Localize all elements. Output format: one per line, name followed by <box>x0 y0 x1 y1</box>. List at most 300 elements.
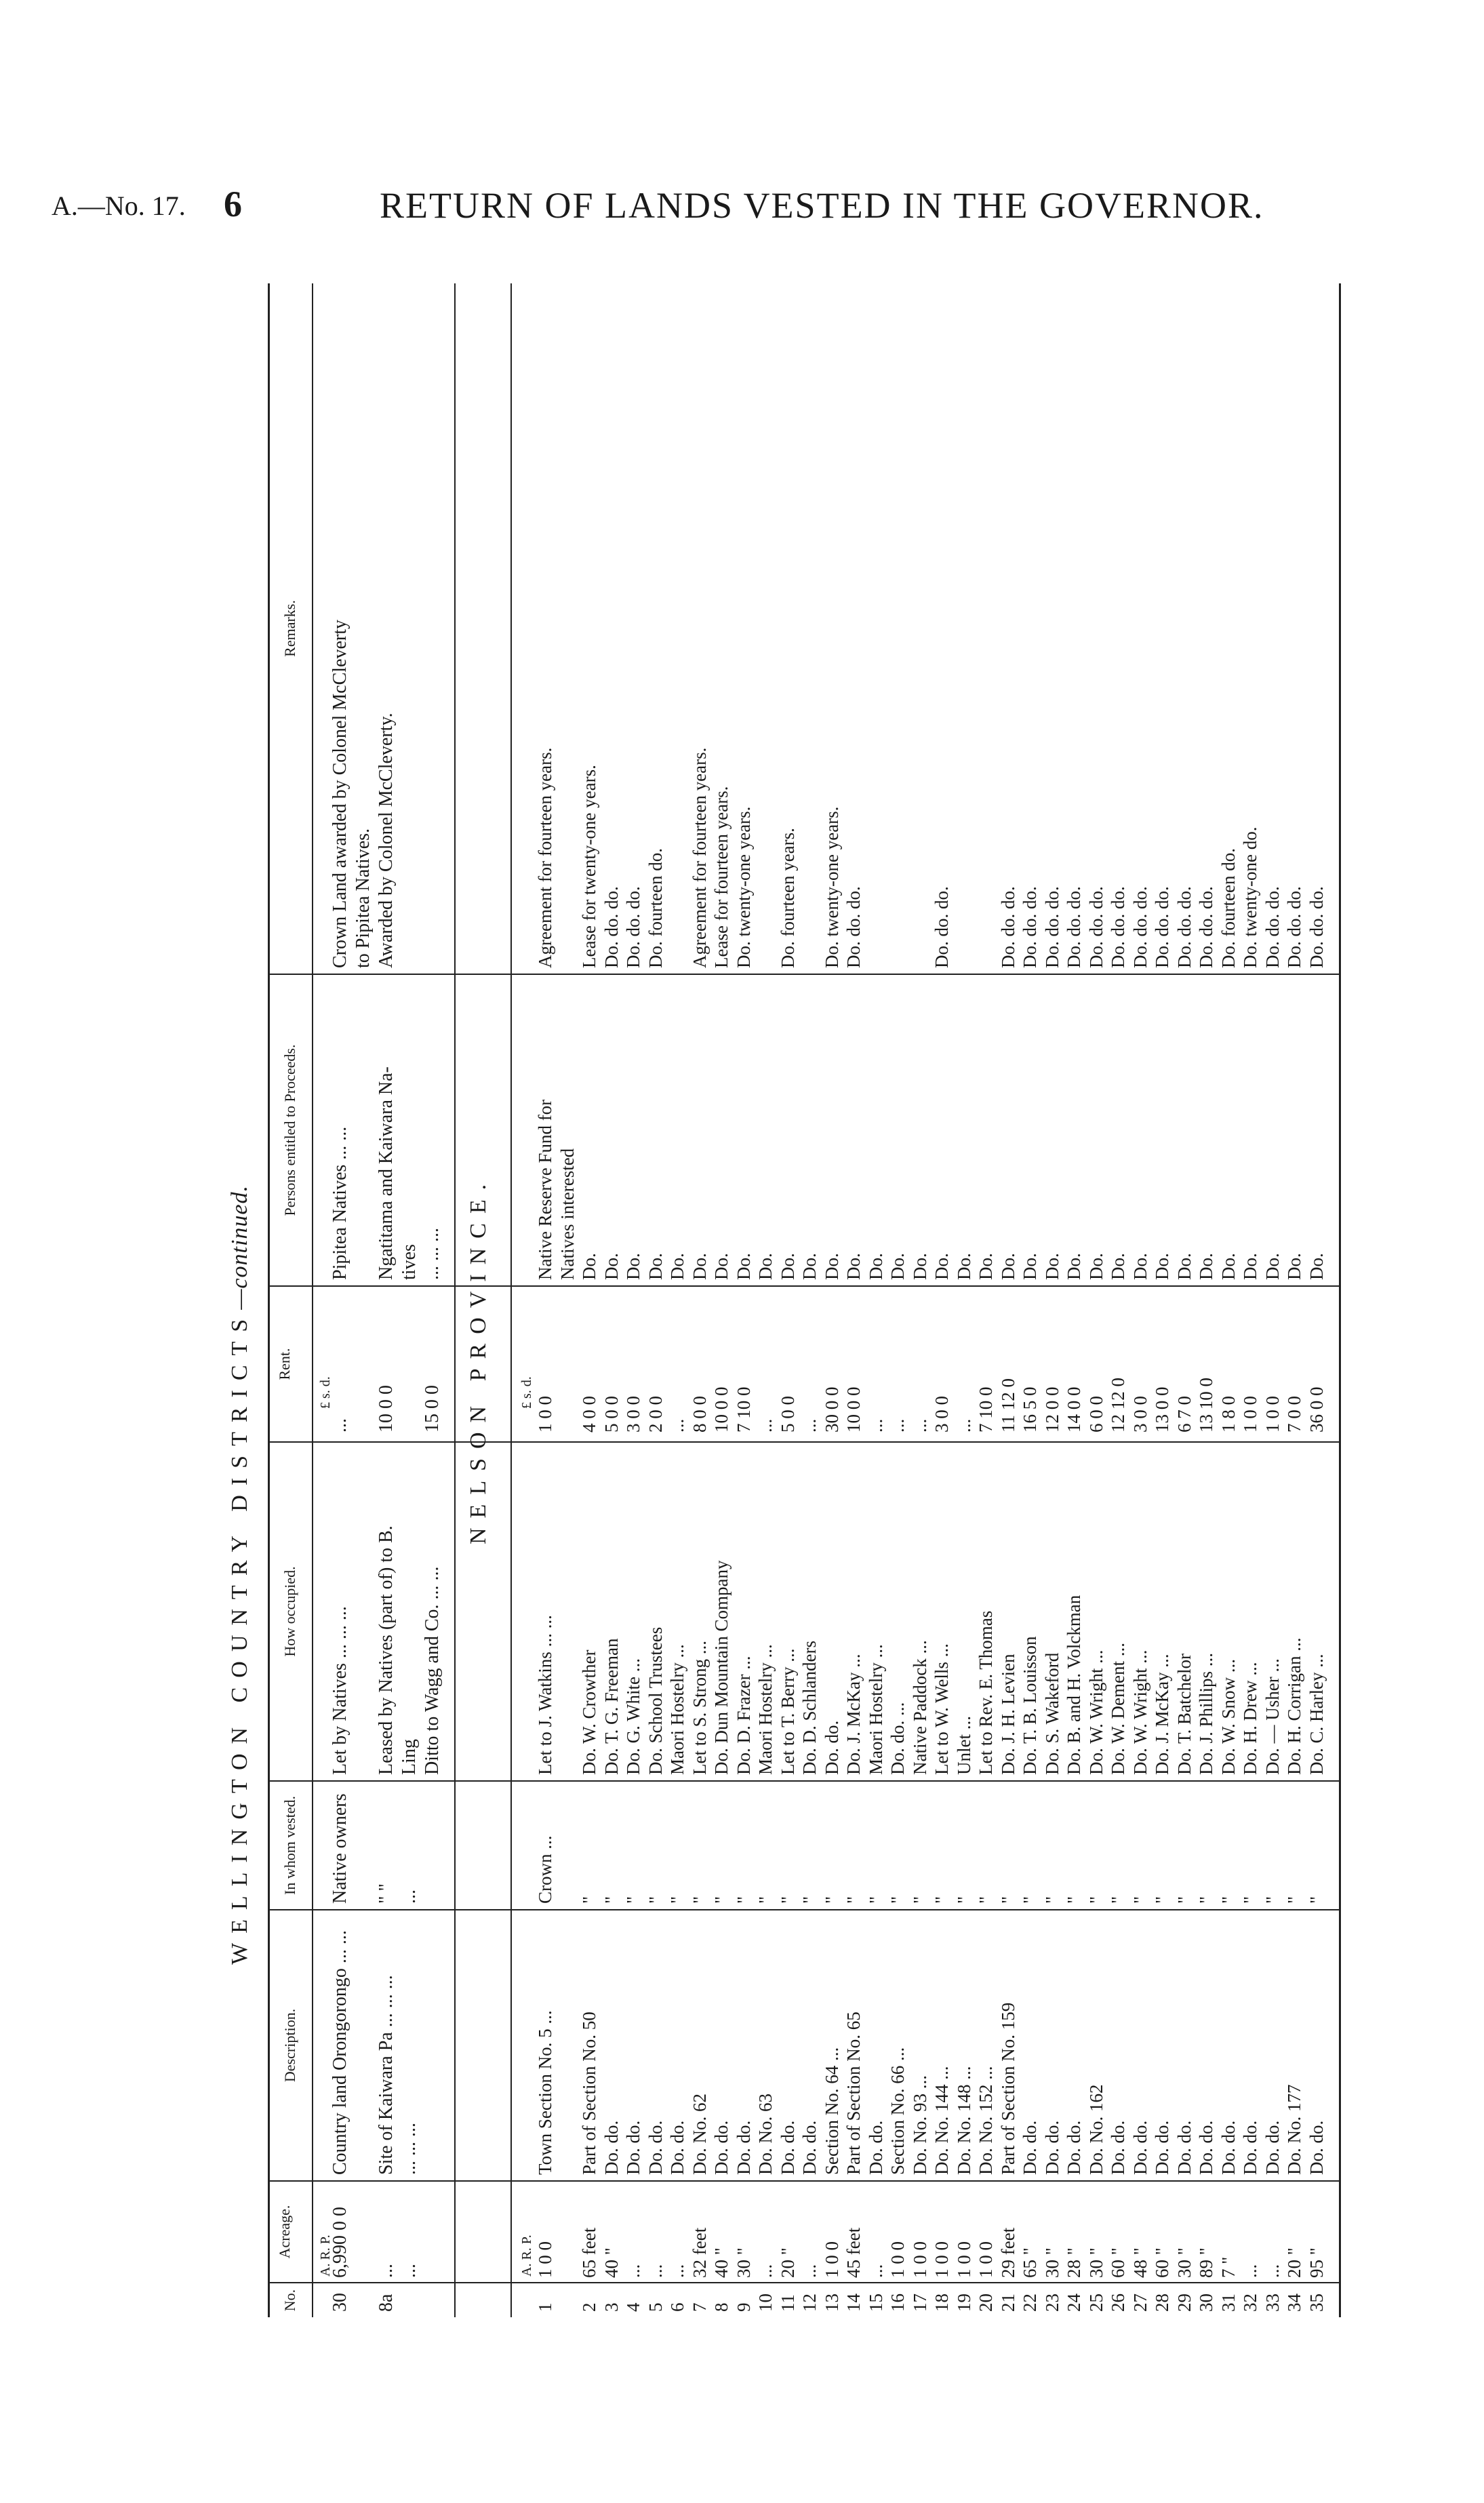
nelson-description-cell: Do. do. <box>1108 2120 1128 2175</box>
nelson-vested-cell: " <box>755 1896 776 1904</box>
nelson-rent-cell: 3 0 0 <box>1129 1396 1150 1433</box>
nelson-persons-cell: Do. <box>733 1253 754 1280</box>
nelson-no-cell: 32 <box>1240 2294 1260 2312</box>
nelson-remarks-cell: Lease for twenty-one years. <box>579 765 599 968</box>
nelson-no-cell: 18 <box>931 2294 952 2312</box>
nelson-rent-cell: ... <box>865 1418 886 1433</box>
nelson-rent-cell: ... <box>887 1418 908 1433</box>
nelson-description-cell: Do. No. 93 ... <box>909 2075 930 2175</box>
district-heading-main: WELLINGTON COUNTRY DISTRICTS <box>227 1309 252 1965</box>
nelson-rent-cell: 4 0 0 <box>579 1396 599 1433</box>
nelson-persons-cell: Do. <box>1196 1253 1216 1280</box>
nelson-persons-cell: Do. <box>821 1253 842 1280</box>
nelson-vested-cell: " <box>1174 1896 1195 1904</box>
nelson-description-cell: Do. do. <box>1174 2120 1195 2175</box>
nelson-rent-cell: 1 0 0 <box>535 1396 555 1433</box>
nelson-persons-cell: Do. <box>1041 1253 1062 1280</box>
nelson-rent-cell: 1 0 0 <box>1262 1396 1283 1433</box>
nelson-vested-cell: Crown ... <box>535 1835 555 1904</box>
col-sep <box>268 1441 1339 1443</box>
nelson-rent-cell: 6 0 0 <box>1085 1396 1106 1433</box>
nelson-occupied-cell: Do. J. McKay ... <box>843 1654 864 1775</box>
nelson-acreage-cell: 30 " <box>733 2247 754 2278</box>
nelson-remarks-cell: Do. do. do. <box>1262 886 1283 968</box>
nelson-remarks-cell: Do. do. do. <box>997 886 1018 968</box>
nelson-rent-cell: 7 10 0 <box>733 1386 754 1433</box>
nelson-occupied-cell: Maori Hostelry ... <box>755 1644 776 1775</box>
nelson-acreage-cell: 1 0 0 <box>821 2241 842 2278</box>
nelson-description-cell: Do. do. <box>1129 2120 1150 2175</box>
nelson-rent-cell: 12 12 0 <box>1108 1378 1128 1433</box>
nelson-rent-cell: 5 0 0 <box>601 1396 622 1433</box>
nelson-description-cell: Do. do. <box>711 2120 731 2175</box>
province-heading: NELSON PROVINCE. <box>466 1174 491 1544</box>
nelson-remarks-cell: Do. fourteen do. <box>645 848 666 968</box>
nelson-rent-cell: 5 0 0 <box>777 1396 798 1433</box>
nelson-occupied-cell: Let to Rev. E. Thomas <box>976 1610 996 1775</box>
nelson-persons-cell: Do. <box>1284 1253 1304 1280</box>
nelson-acreage-cell: 60 " <box>1152 2247 1172 2278</box>
nelson-no-cell: 23 <box>1041 2294 1062 2312</box>
nelson-rent-cell: ... <box>909 1418 930 1433</box>
wellington-no-cell: 30 <box>329 2293 350 2312</box>
nelson-acreage-cell: 1 0 0 <box>909 2241 930 2278</box>
nelson-remarks-cell: Do. twenty-one years. <box>821 806 842 968</box>
nelson-remarks-cell: Do. fourteen years. <box>777 828 798 968</box>
nelson-description-cell: Do. do. <box>645 2120 666 2175</box>
nelson-rent-cell: 6 7 0 <box>1174 1396 1195 1433</box>
nelson-occupied-cell: Do. T. B. Louisson <box>1020 1636 1040 1775</box>
wellington-bottom-rule <box>454 283 456 2317</box>
nelson-no-cell: 12 <box>799 2294 820 2312</box>
nelson-no-cell: 3 <box>601 2302 622 2312</box>
nelson-description-cell: Do. do. <box>777 2120 798 2175</box>
nelson-vested-cell: " <box>1108 1896 1128 1904</box>
wellington-occupied-cell: Leased by Natives (part of) to B. <box>376 1525 397 1775</box>
nelson-no-cell: 22 <box>1020 2294 1040 2312</box>
nelson-remarks-cell: Do. do. do. <box>1041 886 1062 968</box>
nelson-rent-cell: ... <box>755 1418 776 1433</box>
nelson-no-cell: 24 <box>1064 2294 1084 2312</box>
nelson-remarks-cell: Agreement for fourteen years. <box>535 747 555 968</box>
nelson-description-cell: Do. do. <box>1196 2120 1216 2175</box>
nelson-rent-cell: 12 0 0 <box>1041 1386 1062 1433</box>
nelson-occupied-cell: Do. S. Wakeford <box>1041 1652 1062 1775</box>
nelson-rent-cell: ... <box>667 1418 687 1433</box>
wellington-rent-cell: 15 0 0 <box>422 1385 443 1433</box>
nelson-description-cell: Part of Section No. 50 <box>579 2011 599 2175</box>
wellington-persons-cell: ... ... ... <box>422 1228 443 1280</box>
nelson-vested-cell: " <box>777 1896 798 1904</box>
nelson-vested-cell: " <box>1196 1896 1216 1904</box>
nelson-occupied-cell: Do. T. Batchelor <box>1174 1654 1195 1775</box>
nelson-occupied-cell: Let to S. Strong ... <box>689 1640 710 1775</box>
nelson-description-cell: Section No. 64 ... <box>821 2047 842 2175</box>
nelson-description-cell: Do. No. 144 ... <box>931 2066 952 2175</box>
nelson-no-cell: 20 <box>976 2294 996 2312</box>
nelson-acreage-cell: 45 feet <box>843 2227 864 2278</box>
nelson-occupied-cell: Do. W. Dement ... <box>1108 1643 1128 1775</box>
nelson-remarks-cell: Do. do. do. <box>623 886 643 968</box>
nelson-acreage-cell: 1 0 0 <box>931 2241 952 2278</box>
nelson-persons-cell: Do. <box>1262 1253 1283 1280</box>
nelson-vested-cell: " <box>667 1896 687 1904</box>
nelson-vested-cell: " <box>887 1896 908 1904</box>
nelson-description-cell: Do. do. <box>601 2120 622 2175</box>
page-number: 6 <box>224 184 242 224</box>
nelson-persons-cell: Do. <box>1129 1253 1150 1280</box>
nelson-persons-cell: Do. <box>1306 1253 1327 1280</box>
col-sep <box>268 1909 1339 1910</box>
nelson-remarks-cell: Do. do. do. <box>1108 886 1128 968</box>
wellington-occupied-cell: Ling <box>399 1739 420 1775</box>
nelson-vested-cell: " <box>931 1896 952 1904</box>
nelson-rent-cell: 16 5 0 <box>1020 1386 1040 1433</box>
nelson-persons-cell: Do. <box>601 1253 622 1280</box>
nelson-occupied-cell: Do. H. Corrigan ... <box>1284 1637 1304 1775</box>
nelson-acreage-cell: 30 " <box>1041 2247 1062 2278</box>
nelson-vested-cell: " <box>1262 1896 1283 1904</box>
nelson-vested-cell: " <box>733 1896 754 1904</box>
nelson-persons-cell: Do. <box>1218 1253 1239 1280</box>
nelson-acreage-cell: 30 " <box>1085 2247 1106 2278</box>
col-header-description: Description. <box>281 2008 298 2083</box>
nelson-vested-cell: " <box>1064 1896 1084 1904</box>
nelson-vested-cell: " <box>799 1896 820 1904</box>
nelson-vested-cell: " <box>909 1896 930 1904</box>
nelson-acreage-cell: ... <box>755 2264 776 2278</box>
nelson-occupied-cell: Do. do. <box>821 1720 842 1775</box>
nelson-occupied-cell: Do. W. Wright ... <box>1085 1649 1106 1775</box>
nelson-no-cell: 21 <box>997 2294 1018 2312</box>
nelson-remarks-cell: Do. do. do. <box>1085 886 1106 968</box>
nelson-rent-cell: 7 10 0 <box>976 1386 996 1433</box>
nelson-no-cell: 30 <box>1196 2294 1216 2312</box>
nelson-rent-cell: 8 0 0 <box>689 1396 710 1433</box>
nelson-description-cell: Do. do. <box>667 2120 687 2175</box>
nelson-persons-cell: Do. <box>887 1253 908 1280</box>
nelson-no-cell: 29 <box>1174 2294 1195 2312</box>
nelson-persons-cell: Do. <box>953 1253 974 1280</box>
nelson-remarks-cell: Do. twenty-one years. <box>733 806 754 968</box>
nelson-rent-cell: 1 8 0 <box>1218 1396 1239 1433</box>
nelson-persons-cell: Do. <box>1240 1253 1260 1280</box>
wellington-vested-cell: " " <box>376 1883 397 1904</box>
nelson-remarks-cell: Agreement for fourteen years. <box>689 747 710 968</box>
nelson-description-cell: Do. No. 63 <box>755 2094 776 2175</box>
nelson-vested-cell: " <box>1085 1896 1106 1904</box>
nelson-description-cell: Do. No. 148 ... <box>953 2066 974 2175</box>
col-header-rent: Rent. <box>276 1348 293 1380</box>
nelson-description-cell: Do. do. <box>865 2120 886 2175</box>
wellington-acreage-cell: ... <box>376 2264 397 2278</box>
wellington-description-cell: ... ... ... <box>399 2123 420 2175</box>
nelson-description-cell: Do. do. <box>1041 2120 1062 2175</box>
rent-units: £ s. d. <box>318 1376 333 1409</box>
nelson-rent-cell: 3 0 0 <box>623 1396 643 1433</box>
nelson-description-cell: Do. No. 162 <box>1085 2084 1106 2175</box>
nelson-rent-cell: 13 10 0 <box>1196 1378 1216 1433</box>
nelson-description-cell: Do. No. 177 <box>1284 2084 1304 2175</box>
nelson-no-cell: 15 <box>865 2294 886 2312</box>
rotated-table <box>227 270 1393 2344</box>
page-header <box>0 183 1484 237</box>
nelson-occupied-cell: Let to J. Watkins ... ... <box>535 1615 555 1775</box>
nelson-acreage-cell: ... <box>865 2264 886 2278</box>
nelson-remarks-cell: Do. do. do. <box>931 886 952 968</box>
wellington-persons-cell: tives <box>399 1244 420 1280</box>
wellington-acreage-cell: 6,990 0 0 <box>329 2207 350 2278</box>
nelson-vested-cell: " <box>1152 1896 1172 1904</box>
nelson-acreage-cell: ... <box>667 2264 687 2278</box>
nelson-persons-cell: Do. <box>623 1253 643 1280</box>
nelson-persons-cell: Do. <box>843 1253 864 1280</box>
nelson-vested-cell: " <box>997 1896 1018 1904</box>
nelson-vested-cell: " <box>1218 1896 1239 1904</box>
nelson-acreage-cell: 60 " <box>1108 2247 1128 2278</box>
nelson-persons-cell: Do. <box>976 1253 996 1280</box>
wellington-rent-cell: 10 0 0 <box>376 1385 397 1433</box>
nelson-vested-cell: " <box>976 1896 996 1904</box>
nelson-remarks-cell: Do. twenty-one do. <box>1240 826 1260 968</box>
col-header-acreage: Acreage. <box>276 2205 293 2259</box>
nelson-no-cell: 14 <box>843 2294 864 2312</box>
nelson-persons-cell: Do. <box>1020 1253 1040 1280</box>
page-title: RETURN OF LANDS VESTED IN THE GOVERNOR. <box>380 185 1264 226</box>
nelson-persons-cell: Do. <box>777 1253 798 1280</box>
nelson-no-cell: 26 <box>1108 2294 1128 2312</box>
nelson-occupied-cell: Native Paddock ... <box>909 1640 930 1775</box>
nelson-description-cell: Do. do. <box>733 2120 754 2175</box>
col-header-persons: Persons entitled to Proceeds. <box>281 1044 298 1216</box>
nelson-acreage-cell: 1 0 0 <box>953 2241 974 2278</box>
nelson-acreage-units: A. R. P. <box>519 2235 534 2277</box>
nelson-persons-cell: Do. <box>931 1253 952 1280</box>
nelson-vested-cell: " <box>821 1896 842 1904</box>
nelson-vested-cell: " <box>1020 1896 1040 1904</box>
nelson-no-cell: 16 <box>887 2294 908 2312</box>
nelson-vested-cell: " <box>689 1896 710 1904</box>
nelson-occupied-cell: Do. Dun Mountain Company <box>711 1560 731 1775</box>
nelson-description-cell: Do. do. <box>623 2120 643 2175</box>
nelson-occupied-cell: Do. — Usher ... <box>1262 1658 1283 1775</box>
nelson-rent-cell: 13 0 0 <box>1152 1386 1172 1433</box>
nelson-no-cell: 28 <box>1152 2294 1172 2312</box>
acreage-units: A. R. P. <box>318 2235 333 2277</box>
col-header-occupied: How occupied. <box>281 1566 298 1657</box>
nelson-vested-cell: " <box>1284 1896 1304 1904</box>
wellington-vested-cell: ... <box>399 1889 420 1904</box>
nelson-persons-cell: Do. <box>865 1253 886 1280</box>
nelson-description-cell: Town Section No. 5 ... <box>535 2010 555 2175</box>
nelson-vested-cell: " <box>623 1896 643 1904</box>
district-heading-suffix: —continued. <box>227 1184 252 1310</box>
wellington-no-cell: 8a <box>376 2294 397 2312</box>
nelson-no-cell: 9 <box>733 2302 754 2312</box>
nelson-remarks-cell: Do. do. do. <box>1284 886 1304 968</box>
nelson-no-cell: 34 <box>1284 2294 1304 2312</box>
col-header-no: No. <box>281 2289 298 2312</box>
nelson-persons-cell: Do. <box>645 1253 666 1280</box>
nelson-persons-cell: Do. <box>689 1253 710 1280</box>
nelson-persons-cell: Do. <box>711 1253 731 1280</box>
nelson-rent-cell: 3 0 0 <box>931 1396 952 1433</box>
nelson-vested-cell: " <box>1240 1896 1260 1904</box>
nelson-description-cell: Part of Section No. 159 <box>997 2002 1018 2175</box>
nelson-no-cell: 33 <box>1262 2294 1283 2312</box>
nelson-occupied-cell: Do. W. Crowther <box>579 1649 599 1775</box>
nelson-persons-cell: Do. <box>1085 1253 1106 1280</box>
nelson-acreage-cell: 48 " <box>1129 2247 1150 2278</box>
nelson-occupied-cell: Do. G. White ... <box>623 1658 643 1775</box>
nelson-acreage-cell: 28 " <box>1064 2247 1084 2278</box>
nelson-persons-cell: Do. <box>1108 1253 1128 1280</box>
nelson-persons-cell: Do. <box>667 1253 687 1280</box>
nelson-remarks-cell: Do. do. do. <box>843 886 864 968</box>
nelson-description-cell: Do. do. <box>1262 2120 1283 2175</box>
nelson-acreage-cell: 30 " <box>1174 2247 1195 2278</box>
nelson-remarks-cell: Do. do. do. <box>601 886 622 968</box>
nelson-occupied-cell: Let to W. Wells ... <box>931 1643 952 1775</box>
nelson-persons-cell: Do. <box>579 1253 599 1280</box>
nelson-no-cell: 7 <box>689 2302 710 2312</box>
col-sep <box>268 2282 1339 2283</box>
nelson-rent-cell: 1 0 0 <box>1240 1396 1260 1433</box>
nelson-no-cell: 11 <box>777 2294 798 2312</box>
wellington-remarks-cell: Crown Land awarded by Colonel McCleverty <box>329 620 350 968</box>
nelson-description-cell: Part of Section No. 65 <box>843 2011 864 2175</box>
nelson-persons-cell: Natives interested <box>557 1148 578 1280</box>
nelson-no-cell: 4 <box>623 2302 643 2312</box>
nelson-rent-cell: 14 0 0 <box>1064 1386 1084 1433</box>
nelson-vested-cell: " <box>843 1896 864 1904</box>
wellington-persons-cell: Ngatitama and Kaiwara Na- <box>376 1066 397 1280</box>
nelson-rent-cell: 2 0 0 <box>645 1396 666 1433</box>
nelson-no-cell: 6 <box>667 2302 687 2312</box>
nelson-acreage-cell: 40 " <box>601 2247 622 2278</box>
wellington-rent-cell: ... <box>329 1418 350 1433</box>
nelson-no-cell: 27 <box>1129 2294 1150 2312</box>
nelson-rent-cell: 10 0 0 <box>843 1386 864 1433</box>
nelson-vested-cell: " <box>601 1896 622 1904</box>
nelson-acreage-cell: 1 0 0 <box>535 2241 555 2278</box>
nelson-description-cell: Do. do. <box>1064 2120 1084 2175</box>
nelson-no-cell: 35 <box>1306 2294 1327 2312</box>
nelson-description-cell: Do. do. <box>1020 2120 1040 2175</box>
nelson-occupied-cell: Do. D. Schlanders <box>799 1641 820 1775</box>
nelson-top-rule <box>510 283 512 2317</box>
nelson-rent-cell: ... <box>953 1418 974 1433</box>
nelson-occupied-cell: Do. D. Frazer ... <box>733 1656 754 1775</box>
nelson-description-cell: Do. do. <box>1152 2120 1172 2175</box>
nelson-vested-cell: " <box>711 1896 731 1904</box>
nelson-occupied-cell: Do. C. Harley ... <box>1306 1654 1327 1775</box>
col-sep <box>268 1780 1339 1782</box>
table-bottom-rule <box>1339 283 1341 2317</box>
nelson-persons-cell: Do. <box>1064 1253 1084 1280</box>
nelson-rent-cell: 10 0 0 <box>711 1386 731 1433</box>
nelson-no-cell: 10 <box>755 2294 776 2312</box>
nelson-no-cell: 19 <box>953 2294 974 2312</box>
nelson-rent-cell: 11 12 0 <box>997 1378 1018 1433</box>
nelson-no-cell: 17 <box>909 2294 930 2312</box>
nelson-remarks-cell: Do. fourteen do. <box>1218 848 1239 968</box>
nelson-acreage-cell: 7 " <box>1218 2256 1239 2278</box>
nelson-acreage-cell: 20 " <box>1284 2247 1304 2278</box>
nelson-remarks-cell: Do. do. do. <box>1174 886 1195 968</box>
nelson-no-cell: 13 <box>821 2294 842 2312</box>
nelson-description-cell: Do. do. <box>1306 2120 1327 2175</box>
nelson-occupied-cell: Do. T. G. Freeman <box>601 1638 622 1775</box>
nelson-acreage-cell: 65 feet <box>579 2227 599 2278</box>
nelson-persons-cell: Do. <box>1152 1253 1172 1280</box>
wellington-description-cell: Country land Orongorongo ... ... <box>329 1930 350 2175</box>
col-sep <box>268 974 1339 975</box>
nelson-rent-cell: ... <box>799 1418 820 1433</box>
nelson-occupied-cell: Unlet ... <box>953 1716 974 1775</box>
nelson-persons-cell: Do. <box>755 1253 776 1280</box>
wellington-remarks-cell: to Pipitea Natives. <box>353 828 374 968</box>
nelson-acreage-cell: ... <box>645 2264 666 2278</box>
col-sep <box>268 1285 1339 1287</box>
nelson-description-cell: Section No. 66 ... <box>887 2047 908 2175</box>
nelson-acreage-cell: 32 feet <box>689 2227 710 2278</box>
nelson-occupied-cell: Do. J. McKay ... <box>1152 1654 1172 1775</box>
nelson-description-cell: Do. No. 62 <box>689 2094 710 2175</box>
nelson-occupied-cell: Do. W. Snow ... <box>1218 1658 1239 1775</box>
nelson-rent-units: £ s. d. <box>519 1376 534 1409</box>
nelson-occupied-cell: Do. H. Drew ... <box>1240 1662 1260 1775</box>
nelson-no-cell: 1 <box>535 2302 555 2312</box>
nelson-description-cell: Do. do. <box>1240 2120 1260 2175</box>
nelson-occupied-cell: Do. W. Wright ... <box>1129 1649 1150 1775</box>
nelson-remarks-cell: Do. do. do. <box>1064 886 1084 968</box>
wellington-persons-cell: Pipitea Natives ... ... <box>329 1126 350 1280</box>
nelson-no-cell: 5 <box>645 2302 666 2312</box>
nelson-vested-cell: " <box>579 1896 599 1904</box>
nelson-acreage-cell: ... <box>1262 2264 1283 2278</box>
nelson-no-cell: 8 <box>711 2302 731 2312</box>
nelson-remarks-cell: Do. do. do. <box>1306 886 1327 968</box>
nelson-acreage-cell: ... <box>1240 2264 1260 2278</box>
nelson-no-cell: 25 <box>1085 2294 1106 2312</box>
nelson-no-cell: 31 <box>1218 2294 1239 2312</box>
nelson-occupied-cell: Let to T. Berry ... <box>777 1648 798 1775</box>
nelson-persons-cell: Native Reserve Fund for <box>535 1099 555 1280</box>
wellington-vested-cell: Native owners <box>329 1793 350 1904</box>
col-sep <box>268 2180 1339 2182</box>
wellington-acreage-cell: ... <box>399 2264 420 2278</box>
wellington-occupied-cell: Ditto to Wagg and Co. ... ... <box>422 1566 443 1775</box>
wellington-occupied-cell: Let by Natives ... ... ... <box>329 1606 350 1775</box>
nelson-acreage-cell: 1 0 0 <box>976 2241 996 2278</box>
nelson-occupied-cell: Do. School Trustees <box>645 1626 666 1775</box>
nelson-remarks-cell: Do. do. do. <box>1196 886 1216 968</box>
table-top-rule <box>268 283 270 2317</box>
district-heading <box>227 1185 253 1965</box>
nelson-rent-cell: 36 0 0 <box>1306 1386 1327 1433</box>
nelson-acreage-cell: 95 " <box>1306 2247 1327 2278</box>
nelson-acreage-cell: 20 " <box>777 2247 798 2278</box>
nelson-acreage-cell: 1 0 0 <box>887 2241 908 2278</box>
nelson-acreage-cell: ... <box>799 2264 820 2278</box>
nelson-rent-cell: 7 0 0 <box>1284 1396 1304 1433</box>
nelson-occupied-cell: Do. do. ... <box>887 1702 908 1775</box>
nelson-occupied-cell: Maori Hostelry ... <box>865 1644 886 1775</box>
nelson-remarks-cell: Do. do. do. <box>1152 886 1172 968</box>
nelson-persons-cell: Do. <box>997 1253 1018 1280</box>
nelson-remarks-cell: Do. do. do. <box>1129 886 1150 968</box>
